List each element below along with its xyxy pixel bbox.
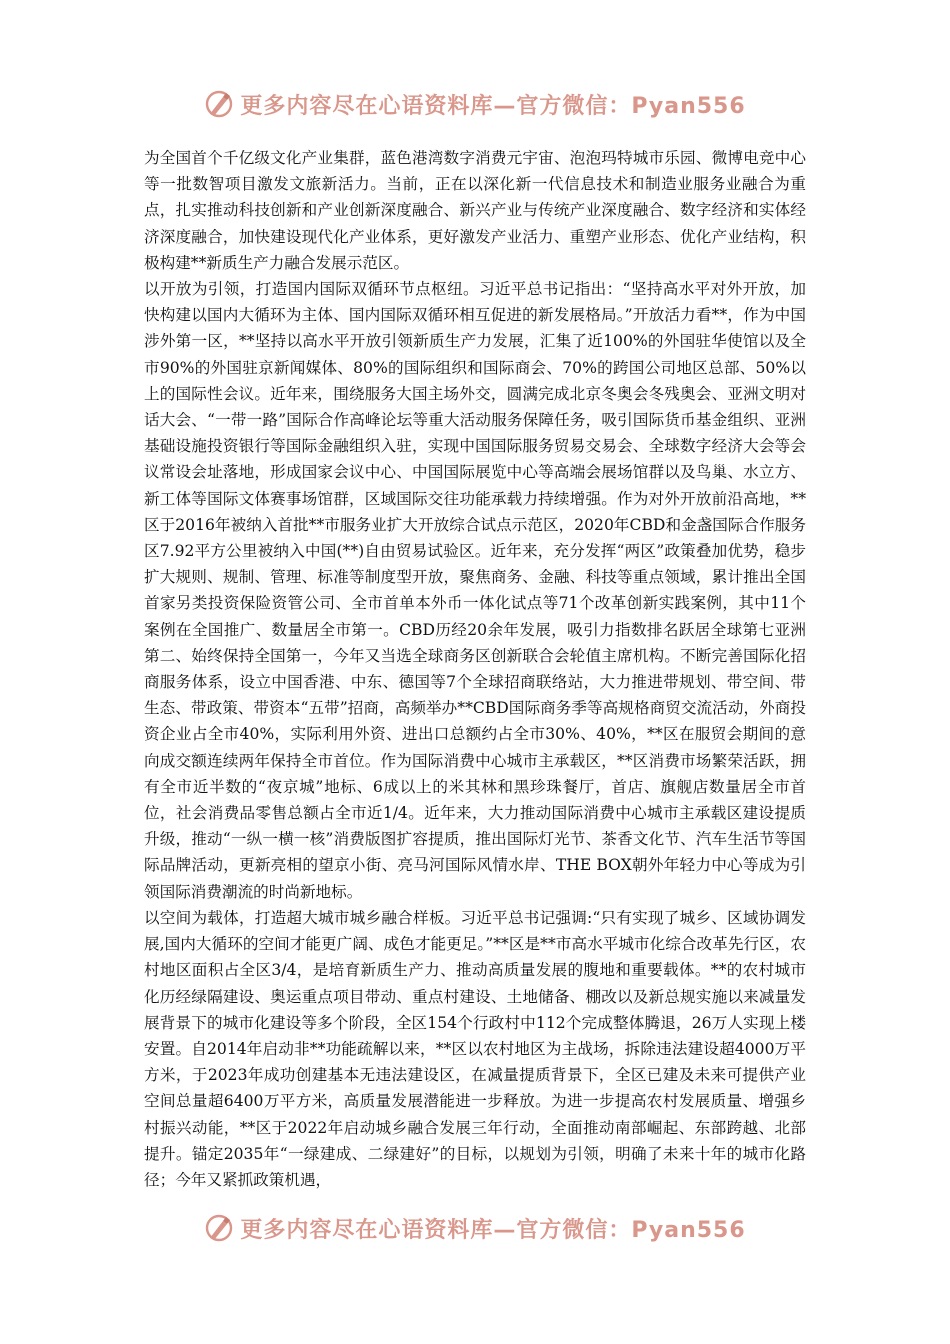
- header-watermark-banner: [0, 84, 950, 124]
- pen-circle-logo-icon: [204, 1213, 234, 1243]
- footer-watermark-text: 更多内容尽在心语资料库—官方微信：Pyan556: [240, 1217, 746, 1243]
- paragraph-1: 为全国首个千亿级文化产业集群，蓝色港湾数字消费元宇宙、泡泡玛特城市乐园、微博电竞中心等一批数智项目激发文旅新活力。当前，正在以深化新一代信息技术和制造业服务业融合为重点，扎实推动科技创新和产业创新深度融合、新兴产业与传统产业深度融合、数字经济和实体经济深度融合，加快建设现代化产业体系，更好激发产业活力、重塑产业形态、优化产业结构，积极构建**新质生产力融合发展示范区。: [144, 149, 806, 272]
- paragraph-2: 以开放为引领，打造国内国际双循环节点枢纽。习近平总书记指出：“坚持高水平对外开放，加快构建以国内大循环为主体、国内国际双循环相互促进的新发展格局。”开放活力看**，作为中国涉外第一区，**坚持以高水平开放引领新质生产力发展，汇集了近100%的外国驻华使馆以及全市90%的外国驻京新闻媒体、80%的国际组织和国际商会、70%的跨国公司地区总部、50%以上的国际性会议。近年来，围绕服务大国主场外交，圆满完成北京冬奥会冬残奥会、亚洲文明对话大会、“一带一路”国际合作高峰论坛等重大活动服务保障任务，吸引国际货币基金组织、亚洲基础设施投资银行等国际金融组织入驻，实现中国国际服务贸易交易会、全球数字经济大会等会议常设会址落地，形成国家会议中心、中国国际展览中心等高端会展场馆群以及鸟巢、水立方、新工体等国际文体赛事场馆群，区域国际交往功能承载力持续增强。作为对外开放前沿高地，**区于2016年被纳入首批**市服务业扩大开放综合试点示范区，2020年CBD和金盏国际合作服务区7.92平方公里被纳入中国(**)自由贸易试验区。近年来，充分发挥“两区”政策叠加优势，稳步扩大规则、规制、管理、标准等制度型开放，聚焦商务、金融、科技等重点领域，累计推出全国首家另类投资保险资管公司、全市首单本外币一体化试点等71个改革创新实践案例，其中11个案例在全国推广、数量居全市第一。CBD历经20余年发展，吸引力指数排名跃居全球第七亚洲第二、始终保持全国第一，今年又当选全球商务区创新联合会轮值主席机构。不断完善国际化招商服务体系，设立中国香港、中东、德国等7个全球招商联络站，大力推进带规划、带空间、带生态、带政策、带资本“五带”招商，高频举办**CBD国际商务季等高规格商贸交流活动，外商投资企业占全市40%，实际利用外资、进出口总额约占全市30%、40%，**区在服贸会期间的意向成交额连续两年保持全市首位。作为国际消费中心城市主承载区，**区消费市场繁荣活跃，拥有全市近半数的“夜京城”地标、6成以上的米其林和黑珍珠餐厅，首店、旗舰店数量居全市首位，社会消费品零售总额占全市近1/4。近年来，大力推动国际消费中心城市主承载区建设提质升级，推动“一纵一横一核”消费版图扩容提质，推出国际灯光节、茶香文化节、汽车生活节等国际品牌活动，更新亮相的望京小街、亮马河国际风情水岸、THE BOX朝外年轻力中心等成为引领国际消费潮流的时尚新地标。: [144, 280, 806, 901]
- footer-watermark-banner: [0, 1208, 950, 1248]
- document-body: [144, 145, 806, 1193]
- header-watermark-text: 更多内容尽在心语资料库—官方微信：Pyan556: [240, 93, 746, 119]
- paragraph-3: 以空间为载体，打造超大城市城乡融合样板。习近平总书记强调:“只有实现了城乡、区域协调发展,国内大循环的空间才能更广阔、成色才能更足。”**区是**市高水平城市化综合改革先行区，农村地区面积占全区3/4，是培育新质生产力、推动高质量发展的腹地和重要载体。**的农村城市化历经绿隔建设、奥运重点项目带动、重点村建设、土地储备、棚改以及新总规实施以来减量发展背景下的城市化建设等多个阶段，全区154个行政村中112个完成整体腾退，26万人实现上楼安置。自2014年启动非**功能疏解以来，**区以农村地区为主战场，拆除违法建设超4000万平方米，于2023年成功创建基本无违法建设区，在减量提质背景下，全区已建及未来可提供产业空间总量超6400万平方米，高质量发展潜能进一步释放。为进一步提高农村发展质量、增强乡村振兴动能，**区于2022年启动城乡融合发展三年行动，全面推动南部崛起、东部跨越、北部提升。锚定2035年“一绿建成、二绿建好”的目标，以规划为引领，明确了未来十年的城市化路径；今年又紧抓政策机遇，: [144, 908, 806, 1189]
- pen-circle-logo-icon: [204, 89, 234, 119]
